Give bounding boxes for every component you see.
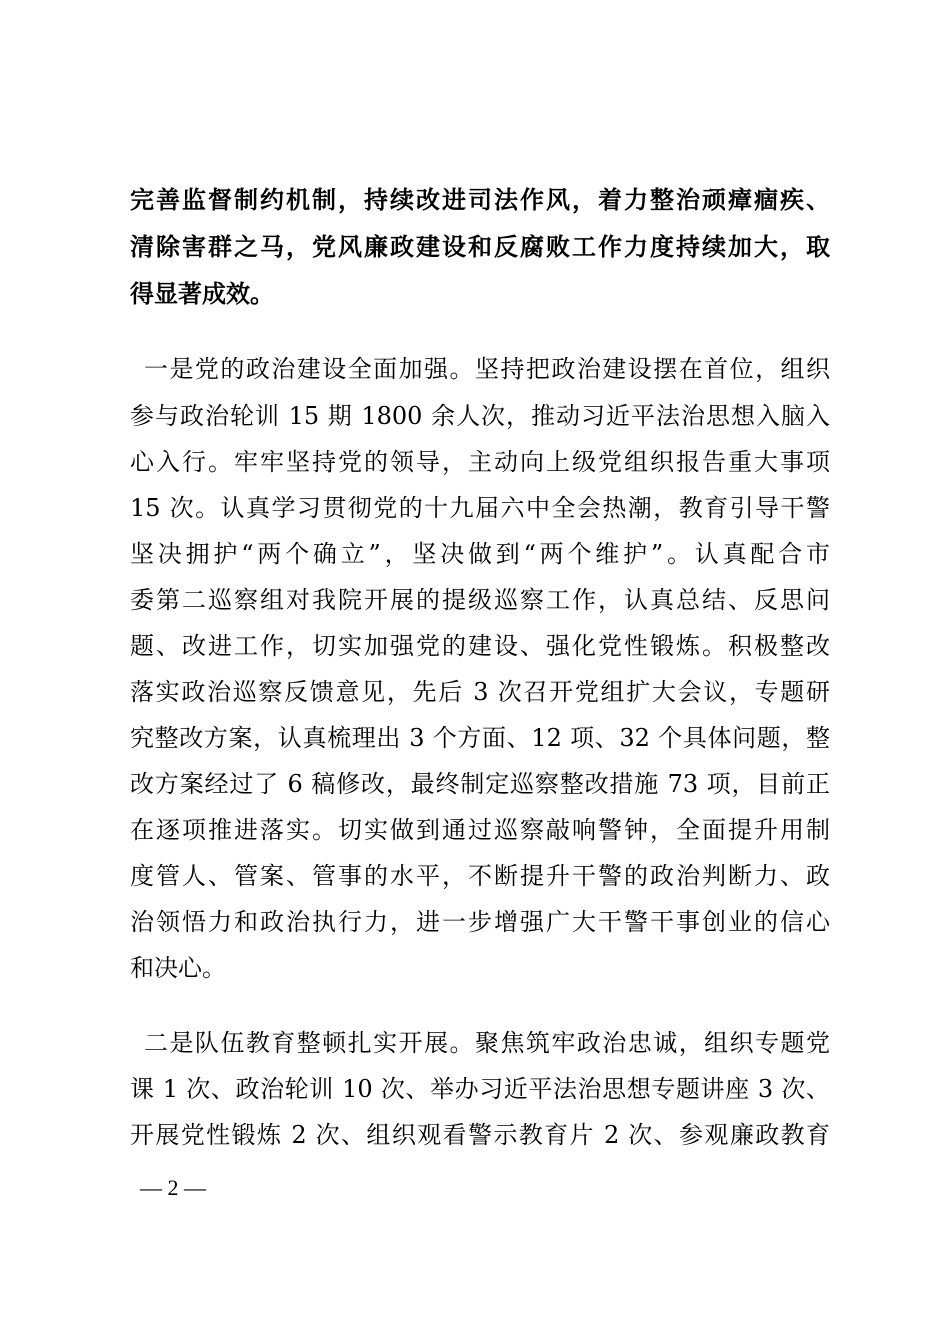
para1-line-2: 参与政治轮训 15 期 1800 余人次，推动习近平法治思想入脑入 <box>130 402 830 430</box>
para1-line-11: 在逐项推进落实。切实做到通过巡察敲响警钟，全面提升用制 <box>130 816 830 844</box>
para1-line-13: 治领悟力和政治执行力，进一步增强广大干警干事创业的信心 <box>130 908 830 936</box>
para2-line-2: 课 1 次、政治轮训 10 次、举办习近平法治思想专题讲座 3 次、 <box>130 1075 830 1103</box>
para1-line-9: 究整改方案，认真梳理出 3 个方面、12 项、32 个具体问题，整 <box>130 724 830 752</box>
para1-line-6: 委第二巡察组对我院开展的提级巡察工作，认真总结、反思问 <box>130 586 830 614</box>
para1-line-14: 和决心。 <box>130 954 226 982</box>
para1-line-5: 坚决拥护“两个确立”，坚决做到“两个维护”。认真配合市 <box>130 540 830 568</box>
para1-line-8: 落实政治巡察反馈意见，先后 3 次召开党组扩大会议，专题研 <box>130 678 830 706</box>
para1-line-1: 一是党的政治建设全面加强。坚持把政治建设摆在首位，组织 <box>144 355 830 383</box>
intro-line-2: 清除害群之马，党风廉政建设和反腐败工作力度持续加大，取 <box>130 233 830 261</box>
para1-line-12: 度管人、管案、管事的水平，不断提升干警的政治判断力、政 <box>130 862 830 890</box>
intro-line-3: 得显著成效。 <box>130 280 274 308</box>
para1-line-10: 改方案经过了 6 稿修改，最终制定巡察整改措施 73 项，目前正 <box>130 770 830 798</box>
para2-line-3: 开展党性锻炼 2 次、组织观看警示教育片 2 次、参观廉政教育 <box>130 1121 830 1149</box>
intro-line-1: 完善监督制约机制，持续改进司法作风，着力整治顽瘴痼疾、 <box>130 186 830 214</box>
para2-line-1: 二是队伍教育整顿扎实开展。聚焦筑牢政治忠诚，组织专题党 <box>144 1029 830 1057</box>
para1-line-4: 15 次。认真学习贯彻党的十九届六中全会热潮，教育引导干警 <box>130 494 830 522</box>
page-number: — 2 — <box>140 1175 206 1200</box>
para1-line-7: 题、改进工作，切实加强党的建设、强化党性锻炼。积极整改 <box>130 632 830 660</box>
para1-line-3: 心入行。牢牢坚持党的领导，主动向上级党组织报告重大事项 <box>130 448 830 476</box>
